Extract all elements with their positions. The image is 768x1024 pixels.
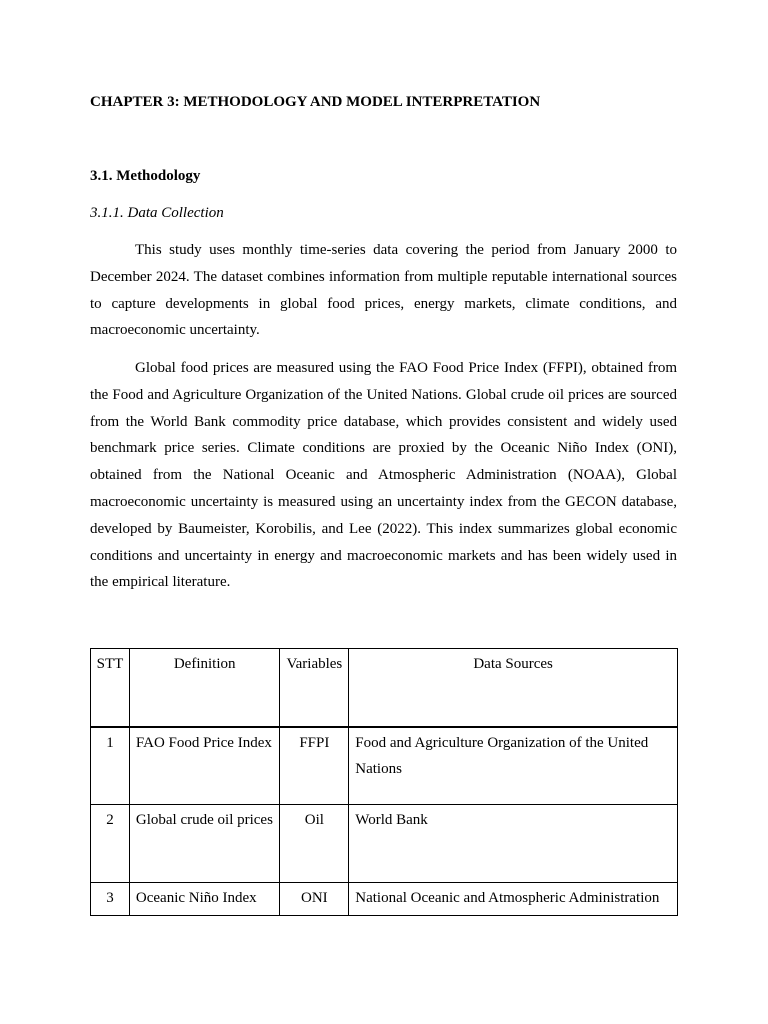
- cell-data-source: World Bank: [349, 805, 678, 883]
- table-row: [91, 805, 678, 883]
- data-sources-table: [90, 648, 678, 916]
- paragraph-data-period: This study uses monthly time-series data covering the period from January 2000 to December 2024. The dataset combines information from multiple reputable international sources to capture developments in global food prices, energy markets, climate conditions, and macroeconomic uncertainty.: [90, 242, 677, 339]
- cell-stt: 2: [91, 805, 130, 883]
- cell-variable: ONI: [280, 883, 349, 916]
- cell-variable: FFPI: [280, 727, 349, 805]
- table-row: [91, 727, 678, 805]
- paragraph-data-sources: Global food prices are measured using the FAO Food Price Index (FFPI), obtained from the Food and Agriculture Organization of the United Nations. Global crude oil prices are sourced from the World Bank commodity price database, which provides consistent and widely used benchmark price series. Climate conditions are proxied by the Oceanic Niño Index (ONI), obtained from the National Oceanic and Atmospheric Administration (NOAA), Global macroeconomic uncertainty is measured using an uncertainty index from the GECON database, developed by Baumeister, Korobilis, and Lee (2022). This index summarizes global economic conditions and uncertainty in energy and macroeconomic markets and has been widely used in the empirical literature.: [90, 360, 677, 591]
- cell-stt: 1: [91, 727, 130, 805]
- cell-definition: Oceanic Niño Index: [129, 883, 280, 916]
- chapter-title: CHAPTER 3: METHODOLOGY AND MODEL INTERPRETATION: [90, 94, 541, 110]
- table-header-row: [91, 649, 678, 727]
- cell-definition: FAO Food Price Index: [129, 727, 280, 805]
- cell-definition: Global crude oil prices: [129, 805, 280, 883]
- table-row: [91, 883, 678, 916]
- cell-variable: Oil: [280, 805, 349, 883]
- header-variables: Variables: [280, 649, 349, 727]
- header-data-sources: Data Sources: [349, 649, 678, 727]
- section-heading: 3.1. Methodology: [90, 168, 201, 184]
- cell-data-source: Food and Agriculture Organization of the United Nations: [349, 727, 678, 805]
- cell-stt: 3: [91, 883, 130, 916]
- header-stt: STT: [91, 649, 130, 727]
- cell-data-source: National Oceanic and Atmospheric Administration: [349, 883, 678, 916]
- subsection-heading: 3.1.1. Data Collection: [90, 205, 224, 221]
- header-definition: Definition: [129, 649, 280, 727]
